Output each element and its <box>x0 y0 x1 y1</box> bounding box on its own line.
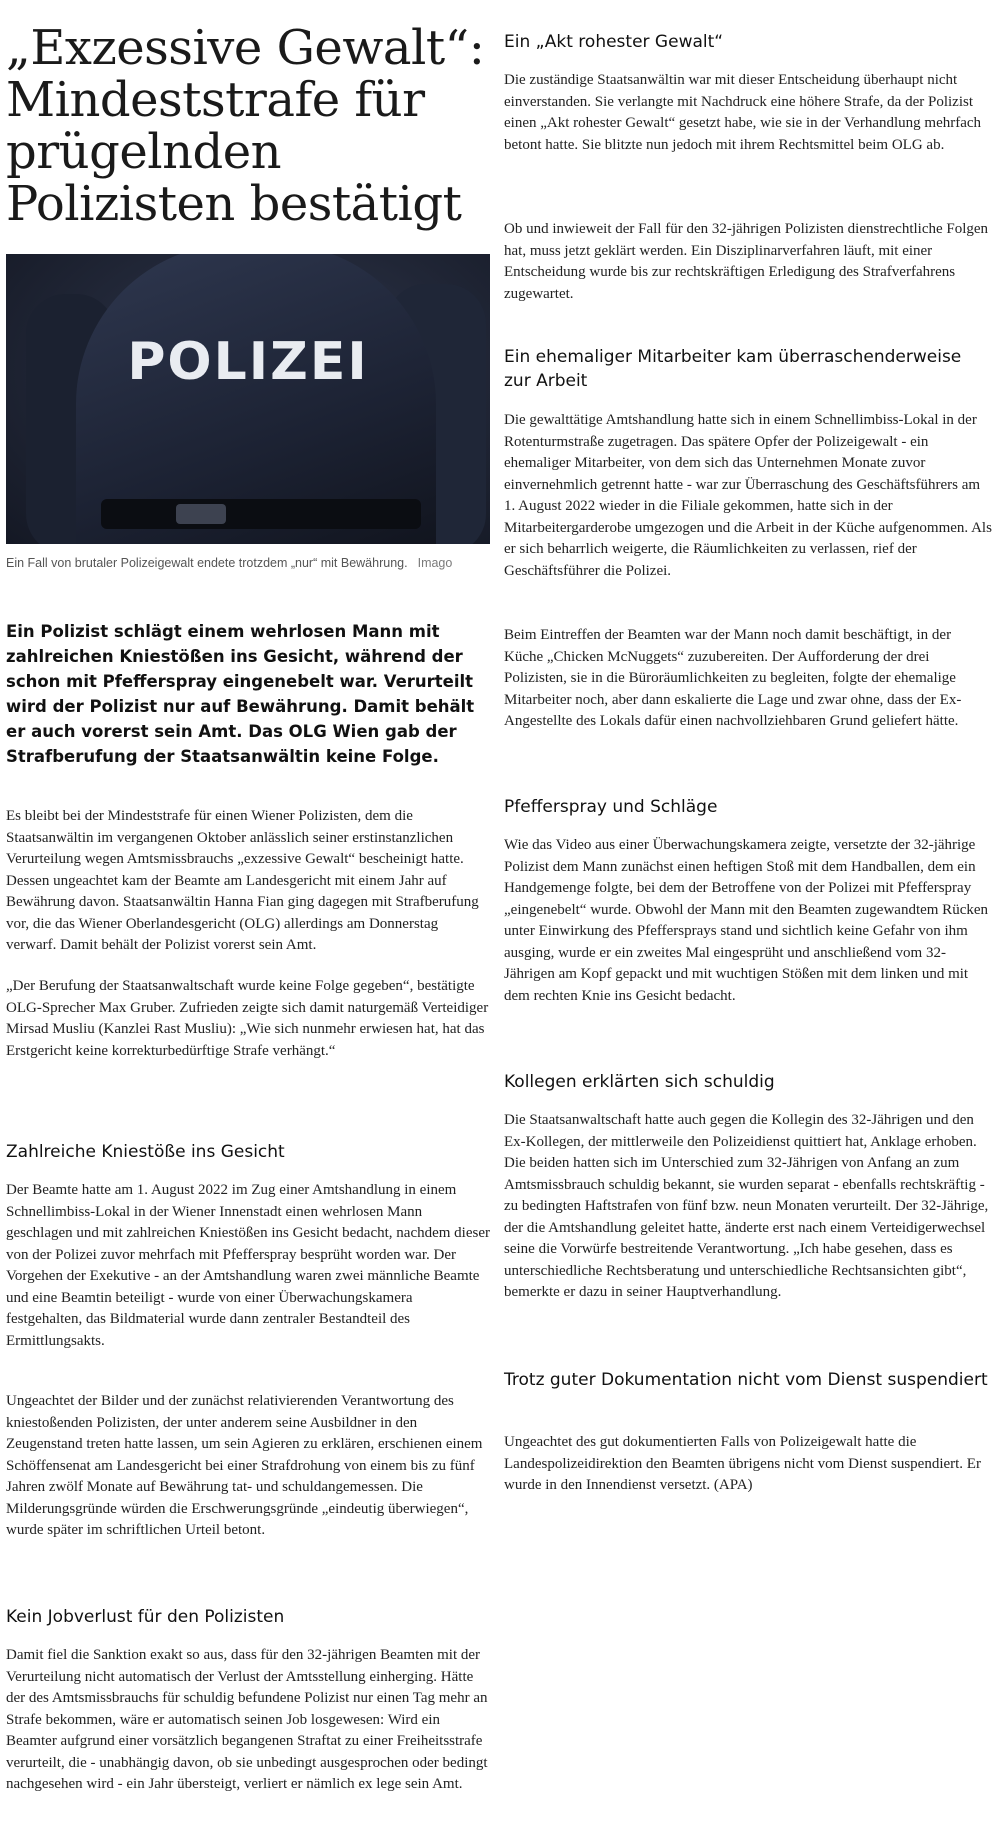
body-paragraph-knie-2: Ungeachtet der Bilder und der zunächst relativierenden Verantwortung des kniestoßenden Polizisten, der unter anderem seine Ausbildner in den Zeugenstand treten hatte lassen, um sein Agieren zu erklären, erschienen einem Schöffensenat am Landesgericht bei einer Strafdrohung von einem bis zu fünf Jahren zwölf Monate auf Bewährung tat- und schuldangemessen. Die Milderungsgründe würden die Erschwerungsgründe „eindeutig überwiegen“, wurde später im schriftlichen Urteil betont. <box>6 1393 483 1538</box>
body-paragraph-akt-2: Ob und inwieweit der Fall für den 32-jährigen Polizisten dienstrechtliche Folgen hat, muss jetzt geklärt werden. Ein Disziplinarverfahren läuft, mit einer Entscheidung wurde bis zur rechtskräftigen Erledigung des Strafverfahrens zugewartet. <box>504 221 989 302</box>
subheading-pfefferspray: Pfefferspray und Schläge <box>504 797 718 817</box>
article-title: „Exzessive Gewalt“: Mindeststrafe für prügelnden Polizisten bestätigt <box>6 20 485 232</box>
body-paragraph-mitarbeiter-2: Beim Eintreffen der Beamten war der Mann noch damit beschäftigt, in der Küche „Chicken McNuggets“ zuzubereiten. Der Aufforderung der drei Polizisten, sie in die Büroräumlichkeiten zu begleiten, folgte der ehemalige Mitarbeiter noch, aber dann eskalierte die Lage und zwar ohne, dass der Ex-Angestellte des Lokals dafür einen nachvollziehbaren Grund geliefert hätte. <box>504 627 962 729</box>
body-paragraph-knie-1: Der Beamte hatte am 1. August 2022 im Zug einer Amtshandlung in einem Schnellimbiss-Lokal in der Wiener Innenstadt einen wehrlosen Mann geschlagen und mit zahlreichen Kniestößen ins Gesicht bedacht, nachdem dieser von der Polizei zuvor mehrfach mit Pfefferspray besprüht worden war. Der Vorgehen der Exekutive - an der Amtshandlung waren zwei männliche Beamte und eine Beamtin beteiligt - wurde von einer Überwachungskamera festgehalten, das Bildmaterial wurde dann zentraler Bestandteil des Ermittlungsakts. <box>6 1182 490 1349</box>
body-paragraph-1: Es bleibt bei der Mindeststrafe für einen Wiener Polizisten, dem die Staatsanwältin im vergangenen Oktober anlässlich seiner erstinstanzlichen Verurteilung wegen Amtsmissbrauchs „exzessive Gewalt“ bescheinigt hatte. Dessen ungeachtet kam der Beamte am Landesgericht mit einem Jahr auf Bewährung davon. Staatsanwältin Hanna Fian ging dagegen mit Strafberufung vor, die das Wiener Oberlandesgericht (OLG) allerdings am Donnerstag verwarf. Damit behält der Polizist vorerst sein Amt. <box>6 808 479 953</box>
body-paragraph-job-1: Damit fiel die Sanktion exakt so aus, dass für den 32-jährigen Beamten mit der Verurteilung nicht automatisch der Verlust der Amtsstellung einherging. Hätte der des Amtsmissbrauchs für schuldig befundene Polizist nur einen Tag mehr an Strafe bekommen, wäre er automatisch seinen Job losgewesen: Wird ein Beamter aufgrund einer vorsätzlich begangenen Straftat zu einer Freiheitsstrafe verurteilt, die - unabhängig davon, ob sie unbedingt ausgesprochen oder bedingt nachgesehen wird - ein Jahr übersteigt, verliert er nämlich ex lege sein Amt. <box>6 1647 488 1792</box>
image-credit: Imago <box>417 556 453 570</box>
image-buckle <box>176 504 226 524</box>
subheading-ehemaliger-mitarbeiter: Ein ehemaliger Mitarbeiter kam überraschenderweise zur Arbeit <box>504 347 962 391</box>
article-image <box>6 254 490 544</box>
subheading-jobverlust: Kein Jobverlust für den Polizisten <box>6 1607 285 1627</box>
subheading-akt-rohester-gewalt: Ein „Akt rohester Gewalt“ <box>504 32 724 52</box>
image-belt <box>101 499 421 529</box>
body-paragraph-2: „Der Berufung der Staatsanwaltschaft wurde keine Folge gegeben“, bestätigte OLG-Sprecher Max Gruber. Zufrieden zeigte sich damit naturgemäß Verteidiger Mirsad Musliu (Kanzlei Rast Musliu): „Wie sich nunmehr erwiesen hat, hat das Erstgericht keine korrekturbedürftige Strafe verhängt.“ <box>6 978 489 1059</box>
body-paragraph-akt-1: Die zuständige Staatsanwältin war mit dieser Entscheidung überhaupt nicht einverstanden. Sie verlangte mit Nachdruck eine höhere Strafe, da der Polizist einen „Akt rohester Gewalt“ gesetzt habe, wie sie in der Verhandlung mehrfach betont hatte. Sie blitzte nun jedoch mit ihrem Rechtsmittel beim OLG ab. <box>504 72 982 153</box>
image-polizei-label: POLIZEI <box>127 332 369 392</box>
subheading-nicht-suspendiert: Trotz guter Dokumentation nicht vom Dienst suspendiert <box>504 1370 988 1390</box>
subheading-kollegen-schuldig: Kollegen erklärten sich schuldig <box>504 1072 775 1092</box>
subheading-kniestoesse: Zahlreiche Kniestöße ins Gesicht <box>6 1142 285 1162</box>
body-paragraph-mitarbeiter-1: Die gewalttätige Amtshandlung hatte sich in einem Schnellimbiss-Lokal in der Rotenturmstraße zugetragen. Das spätere Opfer der Polizeigewalt - ein ehemaliger Mitarbeiter, von dem sich das Unternehmen Monate zuvor einvernehmlich getrennt hatte - war zur Überraschung des Geschäftsführers am 1. August 2022 wieder in die Filiale gekommen, hatte sich in der Mitarbeitergarderobe umgezogen und die Arbeit in der Küche aufgenommen. Als er sich beharrlich weigerte, die Räumlichkeiten zu verlassen, rief der Geschäftsführer die Polizei. <box>504 412 992 579</box>
body-paragraph-dienst-1: Ungeachtet des gut dokumentierten Falls von Polizeigewalt hatte die Landespolizeidirektion den Beamten übrigens nicht vom Dienst suspendiert. Er wurde in den Innendienst versetzt. (APA) <box>504 1434 981 1493</box>
left-column <box>6 0 490 769</box>
image-caption <box>6 556 490 570</box>
article-lead: Ein Polizist schlägt einem wehrlosen Mann mit zahlreichen Kniestößen ins Gesicht, während der schon mit Pfefferspray eingenebelt war. Verurteilt wird der Polizist nur auf Bewährung. Damit behält er auch vorerst sein Amt. Das OLG Wien gab der Strafberufung der Staatsanwältin keine Folge. <box>6 622 475 766</box>
body-paragraph-kollegen-1: Die Staatsanwaltschaft hatte auch gegen die Kollegin des 32-Jährigen und den Ex-Kollegen, der mittlerweile den Polizeidienst quittiert hat, Anklage erhoben. Die beiden hatten sich im Unterschied zum 32-Jährigen von Anfang an zum Amtsmissbrauch schuldig bekannt, sie wurden separat - ebenfalls rechtskräftig - zu bedingten Haftstrafen von fünf bzw. neun Monaten verurteilt. Der 32-Jährige, der die Amtshandlung geleitet hatte, änderte erst nach einem Verteidigerwechsel seine die Vorwürfe bestreitende Verantwortung. „Ich habe gesehen, dass es unterschiedliche Rechtsberatung und unterschiedliche Rechtsansichten gibt“, bemerkte er dazu in seiner Hauptverhandlung. <box>504 1112 989 1300</box>
image-caption-text: Ein Fall von brutaler Polizeigewalt endete trotzdem „nur“ mit Bewährung. <box>6 556 408 570</box>
body-paragraph-pfeffer-1: Wie das Video aus einer Überwachungskamera zeigte, versetzte der 32-jährige Polizist dem Mann zunächst einen heftigen Stoß mit dem Handballen, dem ein Handgemenge folgte, bei dem der Betroffene von der Polizei mit Pfefferspray „eingenebelt“ wurde. Obwohl der Mann mit den Beamten zugewandtem Rücken unter Einwirkung des Pfeffersprays stand und sichtlich keine Gefahr von ihm ausging, wurde er ein zweites Mal eingesprüht und anschließend vom 32-Jährigen am Kopf gepackt und mit wuchtigen Stößen mit dem linken und mit dem rechten Knie ins Gesicht bedacht. <box>504 837 989 1004</box>
